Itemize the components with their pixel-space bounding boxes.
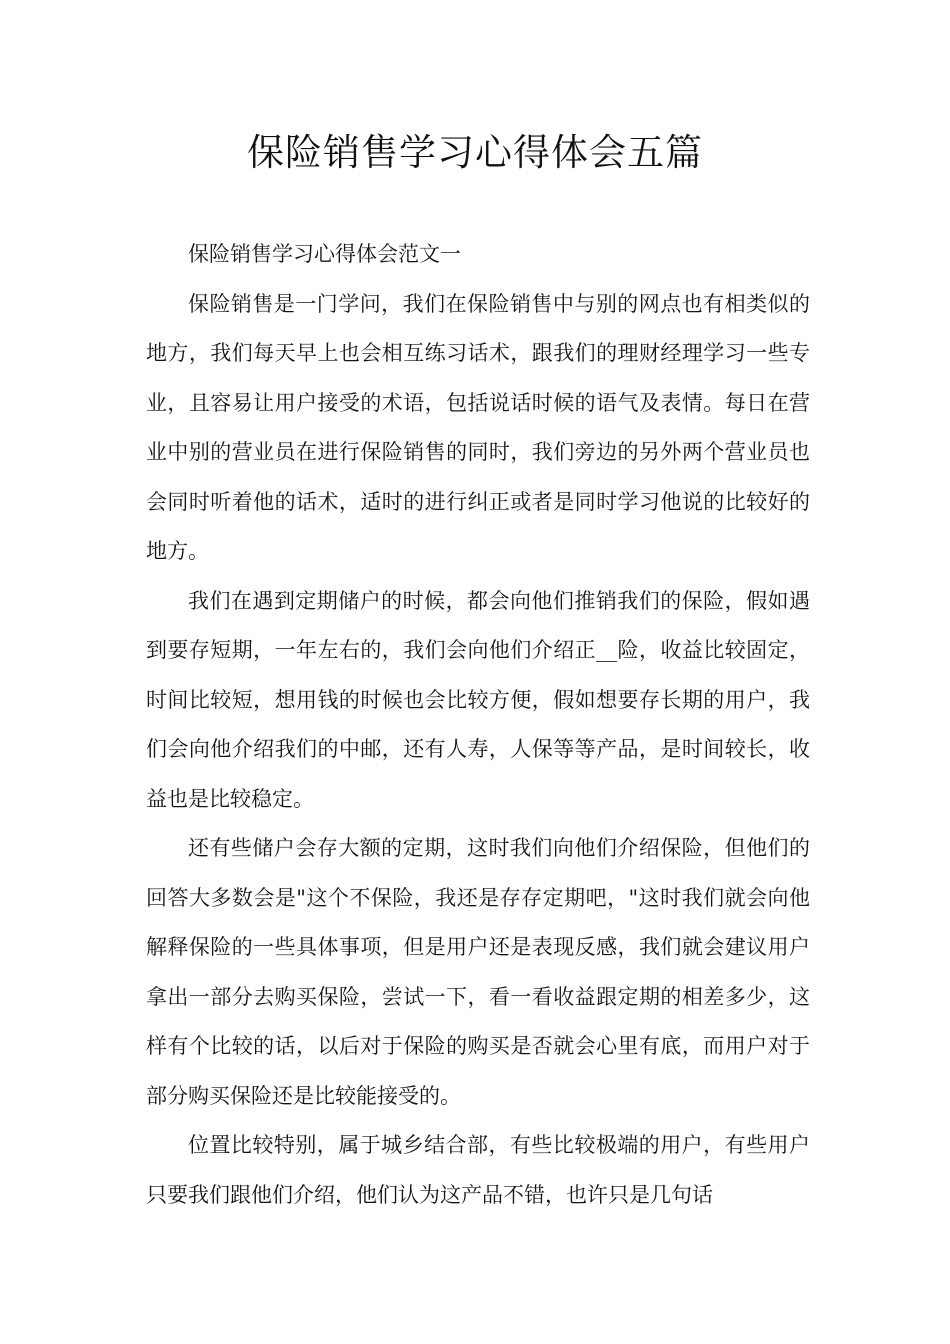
paragraph-3: 还有些储户会存大额的定期，这时我们向他们介绍保险，但他们的回答大多数会是"这个不保险，我还是存存定期吧，"这时我们就会向他解释保险的一些具体事项，但是用户还是表现反感，我们就会建议用户拿出一部分去购买保险，尝试一下，看一看收益跟定期的相差多少，这样有个比较的话，以后对于保险的购买是否就会心里有底，而用户对于部分购买保险还是比较能接受的。 — [146, 836, 810, 1108]
document-title: 保险销售学习心得体会五篇 — [247, 131, 703, 174]
paragraph-2: 我们在遇到定期储户的时候，都会向他们推销我们的保险，假如遇到要存短期，一年左右的，我们会向他们介绍正__险，收益比较固定，时间比较短，想用钱的时候也会比较方便，假如想要存长期的用户，我们会向他介绍我们的中邮，还有人寿，人保等等产品，是时间较长，收益也是比较稳定。 — [146, 588, 810, 811]
document-body — [146, 230, 810, 1220]
paragraph-4: 位置比较特别，属于城乡结合部，有些比较极端的用户，有些用户只要我们跟他们介绍，他们认为这产品不错，也许只是几句话 — [146, 1133, 810, 1207]
section-heading: 保险销售学习心得体会范文一 — [188, 242, 461, 266]
paragraph-1: 保险销售是一门学问，我们在保险销售中与别的网点也有相类似的地方，我们每天早上也会相互练习话术，跟我们的理财经理学习一些专业，且容易让用户接受的术语，包括说话时候的语气及表情。每日在营业中别的营业员在进行保险销售的同时，我们旁边的另外两个营业员也会同时听着他的话术，适时的进行纠正或者是同时学习他说的比较好的地方。 — [146, 291, 810, 563]
